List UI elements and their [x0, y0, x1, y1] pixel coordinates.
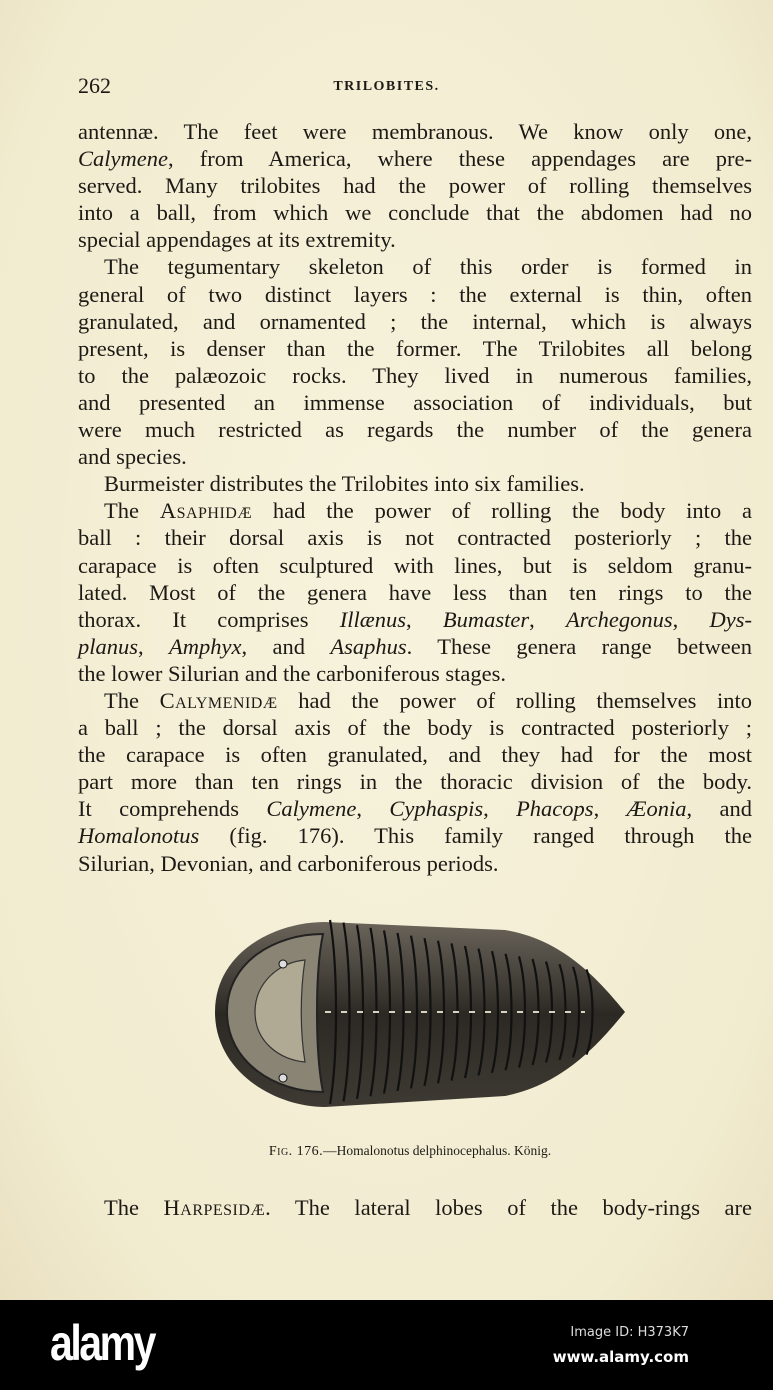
- text-line: [78, 822, 752, 849]
- text-line: [78, 687, 752, 714]
- text-segment: served. Many trilobites had the power of rolling themselves: [78, 173, 752, 199]
- italic-text: Archegonus: [566, 606, 673, 632]
- text-line: [78, 389, 752, 416]
- text-segment: carapace is often sculptured with lines, but is seldom granu-: [78, 552, 752, 578]
- text-segment: The: [104, 498, 160, 524]
- text-segment: Burmeister distributes the Trilobites into six families.: [104, 471, 585, 497]
- italic-text: Æonia: [626, 796, 687, 822]
- text-segment: , and: [686, 796, 752, 822]
- text-segment: were much restricted as regards the number of the genera: [78, 417, 752, 443]
- text-segment: special appendages at its extremity.: [78, 227, 396, 253]
- italic-text: Cyphaspis: [389, 796, 484, 822]
- italic-text: Calymene: [266, 796, 357, 822]
- text-segment: had the power of rolling the body into a: [252, 498, 753, 524]
- running-title: TRILOBITES.: [333, 79, 440, 94]
- text-line: [78, 335, 752, 362]
- text-line: [78, 768, 752, 795]
- italic-text: Calymene: [78, 146, 168, 172]
- text-segment: ,: [529, 606, 567, 632]
- italic-text: planus: [78, 633, 139, 659]
- text-segment: It comprehends: [78, 796, 267, 822]
- text-line: [78, 443, 752, 470]
- text-segment: a ball ; the dorsal axis of the body is contracted posteriorly ;: [78, 715, 752, 741]
- text-segment: the lower Silurian and the carboniferous stages.: [78, 660, 506, 686]
- figure-caption: [0, 1143, 773, 1160]
- text-segment: The: [104, 1195, 164, 1220]
- text-segment: Silurian, Devonian, and carboniferous periods.: [78, 850, 499, 876]
- image-id: Image ID: H373K7: [570, 1325, 689, 1340]
- text-segment: and presented an immense association of individuals, but: [78, 389, 752, 415]
- body-text: [78, 118, 752, 877]
- small-caps-text: Asaphidæ: [159, 498, 253, 524]
- text-segment: antennæ. The feet were membranous. We know only one,: [78, 119, 752, 144]
- italic-text: Asaphus: [330, 633, 407, 659]
- small-caps-text: Calymenidæ: [159, 687, 278, 713]
- text-segment: ,: [406, 606, 443, 632]
- text-segment: part more than ten rings in the thoracic division of the body.: [78, 769, 752, 795]
- continuation-text: [78, 1194, 752, 1221]
- italic-text: Homalonotus: [78, 823, 200, 849]
- text-line: [78, 497, 752, 524]
- text-segment: The tegumentary skeleton of this order is formed in: [104, 254, 752, 280]
- text-line: [78, 579, 752, 606]
- text-line: [78, 199, 752, 226]
- italic-text: Illænus: [339, 606, 407, 632]
- figure-label: Fig. 176.: [268, 1144, 324, 1159]
- text-line: [78, 660, 752, 687]
- italic-text: Bumaster: [442, 606, 530, 632]
- italic-text: Dys-: [709, 606, 753, 632]
- text-line: [78, 850, 752, 877]
- text-segment: ,: [356, 796, 390, 822]
- text-line: [78, 362, 752, 389]
- text-line: [78, 118, 752, 145]
- text-line: [78, 1194, 752, 1221]
- text-segment: the carapace is often granulated, and they had for the most: [78, 742, 752, 768]
- text-segment: general of two distinct layers : the external is thin, often: [78, 281, 752, 307]
- text-line: [78, 226, 752, 253]
- text-line: [78, 172, 752, 199]
- text-line: [78, 633, 752, 660]
- text-line: [78, 308, 752, 335]
- text-segment: ,: [672, 606, 710, 632]
- italic-text: Amphyx: [169, 633, 242, 659]
- text-segment: thorax. It comprises: [78, 606, 340, 632]
- trilobite-illustration: [205, 912, 635, 1117]
- text-line: [78, 145, 752, 172]
- text-segment: (fig. 176). This family ranged through the: [199, 823, 752, 849]
- text-segment: to the palæozoic rocks. They lived in numerous families,: [78, 362, 752, 388]
- page-number: 262: [78, 73, 111, 98]
- text-line: [78, 416, 752, 443]
- text-line: [78, 253, 752, 280]
- text-segment: , and: [241, 633, 331, 659]
- text-line: [78, 795, 752, 822]
- text-segment: present, is denser than the former. The Trilobites all belong: [78, 335, 752, 361]
- site-url: www.alamy.com: [552, 1348, 689, 1366]
- text-segment: ball : their dorsal axis is not contracted posteriorly ; the: [78, 525, 752, 551]
- text-line: [78, 741, 752, 768]
- figure-caption-text: —Homalonotus delphinocephalus. König.: [323, 1143, 552, 1158]
- text-line: [78, 714, 752, 741]
- text-segment: , from America, where these appendages are pre-: [167, 146, 752, 172]
- text-segment: had the power of rolling themselves into: [277, 687, 752, 713]
- text-line: [78, 470, 752, 497]
- text-segment: . The lateral lobes of the body-rings are: [265, 1195, 752, 1220]
- text-line: [78, 524, 752, 551]
- text-line: [78, 552, 752, 579]
- small-caps-text: Harpesidæ: [163, 1195, 266, 1220]
- text-segment: and species.: [78, 444, 187, 470]
- text-segment: ,: [483, 796, 517, 822]
- text-segment: ,: [138, 633, 170, 659]
- text-segment: The: [104, 687, 160, 713]
- text-segment: into a ball, from which we conclude that the abdomen had no: [78, 200, 752, 226]
- text-line: [78, 606, 752, 633]
- text-segment: ,: [593, 796, 627, 822]
- italic-text: Phacops: [516, 796, 594, 822]
- text-segment: granulated, and ornamented ; the internal, which is always: [78, 308, 752, 334]
- text-segment: lated. Most of the genera have less than ten rings to the: [78, 579, 752, 605]
- text-segment: . These genera range between: [406, 633, 752, 659]
- text-line: [78, 281, 752, 308]
- alamy-logo: alamy: [50, 1315, 154, 1371]
